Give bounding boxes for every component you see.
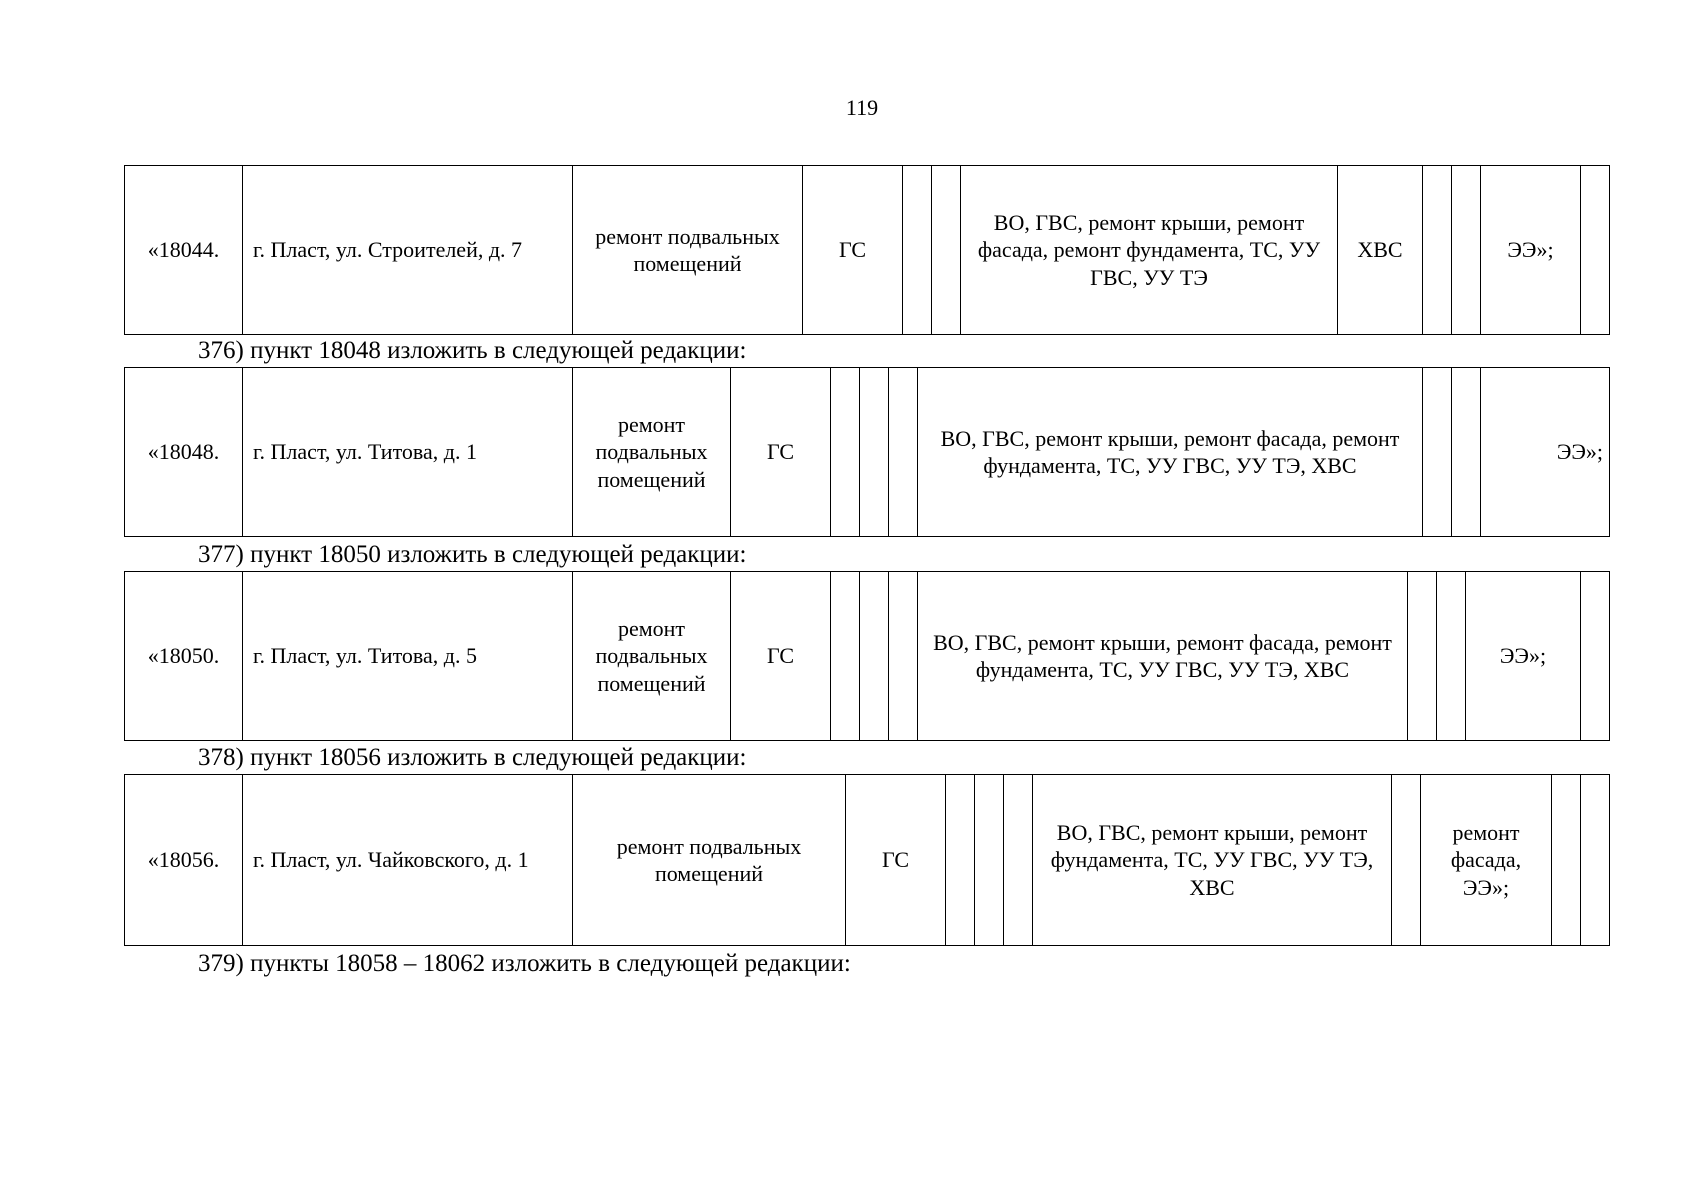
empty-cell [831, 572, 860, 741]
instruction-377: 377) пункт 18050 изложить в следующей редакции: [198, 541, 747, 568]
empty-cell [831, 368, 860, 537]
last-cell: ЭЭ»; [1481, 166, 1581, 335]
empty-cell [1423, 166, 1452, 335]
amendment-table-18044 [124, 165, 1610, 335]
empty-cell [860, 368, 889, 537]
page-number: 119 [845, 95, 879, 120]
services-cell: ВО, ГВС, ремонт крыши, ремонт фасада, ремонт фундамента, ТС, УУ ГВС, УУ ТЭ [961, 166, 1338, 335]
gs-cell: ГС [803, 166, 903, 335]
item-number: «18056. [125, 775, 243, 946]
empty-cell [975, 775, 1004, 946]
empty-cell [1581, 166, 1610, 335]
instruction-378: 378) пункт 18056 изложить в следующей редакции: [198, 744, 747, 771]
empty-cell [1552, 775, 1581, 946]
last-cell: ЭЭ»; [1481, 368, 1610, 537]
table-row [125, 775, 1610, 946]
item-number: «18048. [125, 368, 243, 537]
address-cell: г. Пласт, ул. Титова, д. 5 [243, 572, 573, 741]
table-row [125, 166, 1610, 335]
empty-cell [1437, 572, 1466, 741]
address-cell: г. Пласт, ул. Чайковского, д. 1 [243, 775, 573, 946]
empty-cell [1004, 775, 1033, 946]
services-cell: ВО, ГВС, ремонт крыши, ремонт фасада, ремонт фундамента, ТС, УУ ГВС, УУ ТЭ, ХВС [918, 572, 1408, 741]
empty-cell [946, 775, 975, 946]
gs-cell: ГС [731, 572, 831, 741]
table-row [125, 572, 1610, 741]
work-cell: ремонт подвальных помещений [573, 775, 846, 946]
services-cell: ВО, ГВС, ремонт крыши, ремонт фасада, ремонт фундамента, ТС, УУ ГВС, УУ ТЭ, ХВС [918, 368, 1423, 537]
last-cell: ЭЭ»; [1466, 572, 1581, 741]
empty-cell [1581, 775, 1610, 946]
empty-cell [889, 368, 918, 537]
empty-cell [1581, 572, 1610, 741]
last-cell: ремонт фасада, ЭЭ»; [1421, 775, 1552, 946]
empty-cell [1392, 775, 1421, 946]
address-cell: г. Пласт, ул. Строителей, д. 7 [243, 166, 573, 335]
address-cell: г. Пласт, ул. Титова, д. 1 [243, 368, 573, 537]
amendment-table-18050 [124, 571, 1610, 741]
work-cell: ремонт подвальных помещений [573, 368, 731, 537]
empty-cell [1423, 368, 1452, 537]
hvs-cell: ХВС [1338, 166, 1423, 335]
work-cell: ремонт подвальных помещений [573, 166, 803, 335]
instruction-379: 379) пункты 18058 – 18062 изложить в следующей редакции: [198, 950, 851, 977]
gs-cell: ГС [731, 368, 831, 537]
item-number: «18050. [125, 572, 243, 741]
empty-cell [903, 166, 932, 335]
work-cell: ремонт подвальных помещений [573, 572, 731, 741]
services-cell: ВО, ГВС, ремонт крыши, ремонт фундамента, ТС, УУ ГВС, УУ ТЭ, ХВС [1033, 775, 1392, 946]
amendment-table-18056 [124, 774, 1610, 946]
empty-cell [889, 572, 918, 741]
empty-cell [932, 166, 961, 335]
amendment-table-18048 [124, 367, 1610, 537]
instruction-376: 376) пункт 18048 изложить в следующей редакции: [198, 337, 747, 364]
empty-cell [860, 572, 889, 741]
gs-cell: ГС [846, 775, 946, 946]
empty-cell [1408, 572, 1437, 741]
empty-cell [1452, 368, 1481, 537]
item-number: «18044. [125, 166, 243, 335]
empty-cell [1452, 166, 1481, 335]
table-row [125, 368, 1610, 537]
